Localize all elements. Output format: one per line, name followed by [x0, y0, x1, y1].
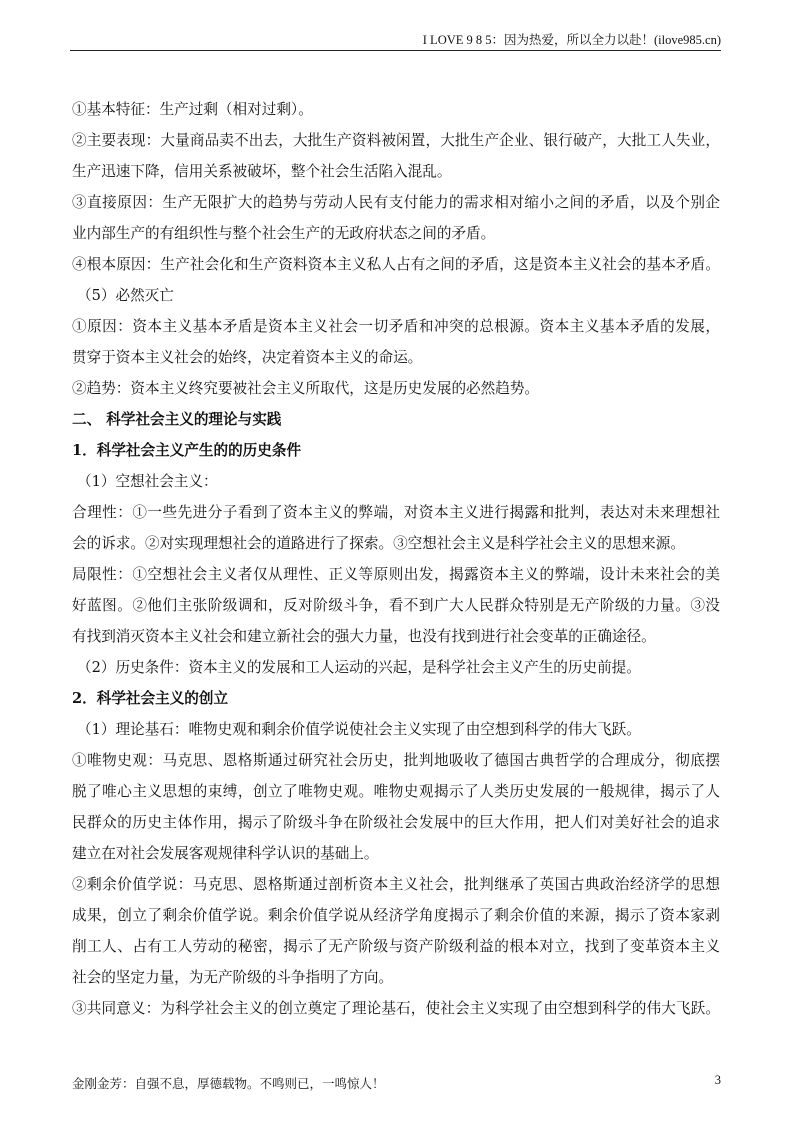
- text-line: 贯穿于资本主义社会的始终，决定着资本主义的命运。: [72, 349, 423, 366]
- section-heading: 1．科学社会主义产生的的历史条件: [72, 442, 302, 459]
- text-line: ②趋势：资本主义终究要被社会主义所取代，这是历史发展的必然趋势。: [72, 380, 540, 397]
- text-line: （1）理论基石：唯物史观和剩余价值学说使社会主义实现了由空想到科学的伟大飞跃。: [77, 721, 641, 738]
- document-body: [72, 94, 720, 1024]
- text-line: 有找到消灭资本主义社会和建立新社会的强大力量，也没有找到进行社会变革的正确途径。: [72, 628, 656, 645]
- text-line: ②主要表现：大量商品卖不出去，大批生产资料被闲置，大批生产企业、银行破产，大批工人失业，: [72, 132, 720, 149]
- text-line: 民群众的历史主体作用，揭示了阶级斗争在阶级社会发展中的巨大作用，把人们对美好社会的追求: [72, 814, 720, 831]
- text-line: ④根本原因：生产社会化和生产资料资本主义私人占有之间的矛盾，这是资本主义社会的基本矛盾。: [72, 256, 720, 273]
- text-line: 会的诉求。②对实现理想社会的道路进行了探索。③空想社会主义是科学社会主义的思想来源。: [72, 535, 685, 552]
- text-line: 脱了唯心主义思想的束缚，创立了唯物史观。唯物史观揭示了人类历史发展的一般规律，揭示了人: [72, 783, 720, 800]
- page-header: [70, 32, 721, 51]
- text-line: ①基本特征：生产过剩（相对过剩）。: [72, 101, 313, 118]
- text-line: 业内部生产的有组织性与整个社会生产的无政府状态之间的矛盾。: [72, 225, 496, 242]
- text-line: 成果，创立了剩余价值学说。剩余价值学说从经济学角度揭示了剩余价值的来源，揭示了资本家剥: [72, 907, 720, 924]
- text-line: ③共同意义：为科学社会主义的创立奠定了理论基石，使社会主义实现了由空想到科学的伟大飞跃。: [72, 1000, 720, 1017]
- section-heading: 2．科学社会主义的创立: [72, 690, 229, 707]
- footer-motto: 金刚金芳：自强不息，厚德载物。不鸣则已，一鸣惊人！: [72, 1076, 385, 1091]
- text-line: ①唯物史观：马克思、恩格斯通过研究社会历史，批判地吸收了德国古典哲学的合理成分，彻底摆: [72, 752, 720, 769]
- text-line: 建立在对社会发展客观规律科学认识的基础上。: [72, 845, 379, 862]
- text-line: ②剩余价值学说：马克思、恩格斯通过剖析资本主义社会，批判继承了英国古典政治经济学的思想: [72, 876, 720, 893]
- text-line: 合理性：①一些先进分子看到了资本主义的弊端，对资本主义进行揭露和批判，表达对未来理想社: [72, 504, 720, 521]
- text-line: （2）历史条件：资本主义的发展和工人运动的兴起，是科学社会主义产生的历史前提。: [77, 659, 641, 676]
- text-line: （1）空想社会主义：: [77, 473, 218, 490]
- text-line: ③直接原因：生产无限扩大的趋势与劳动人民有支付能力的需求相对缩小之间的矛盾，以及个别企: [72, 194, 720, 211]
- text-line: ①原因：资本主义基本矛盾是资本主义社会一切矛盾和冲突的总根源。资本主义基本矛盾的发展，: [72, 318, 720, 335]
- text-line: 局限性：①空想社会主义者仅从理性、正义等原则出发，揭露资本主义的弊端，设计未来社会的美: [72, 566, 720, 583]
- text-line: 削工人、占有工人劳动的秘密，揭示了无产阶级与资产阶级利益的根本对立，找到了变革资本主义: [72, 938, 720, 955]
- section-heading: 二、 科学社会主义的理论与实践: [72, 411, 282, 428]
- header-text: I LOVE 9 8 5：因为热爱，所以全力以赴！(ilove985.cn): [422, 33, 721, 47]
- text-line: 好蓝图。②他们主张阶级调和，反对阶级斗争，看不到广大人民群众特别是无产阶级的力量。③没: [72, 597, 720, 614]
- text-line: （5）必然灭亡: [77, 287, 174, 304]
- text-line: 生产迅速下降，信用关系被破坏，整个社会生活陷入混乱。: [72, 163, 452, 180]
- text-line: 社会的坚定力量，为无产阶级的斗争指明了方向。: [72, 969, 394, 986]
- page-number: 3: [714, 1073, 721, 1087]
